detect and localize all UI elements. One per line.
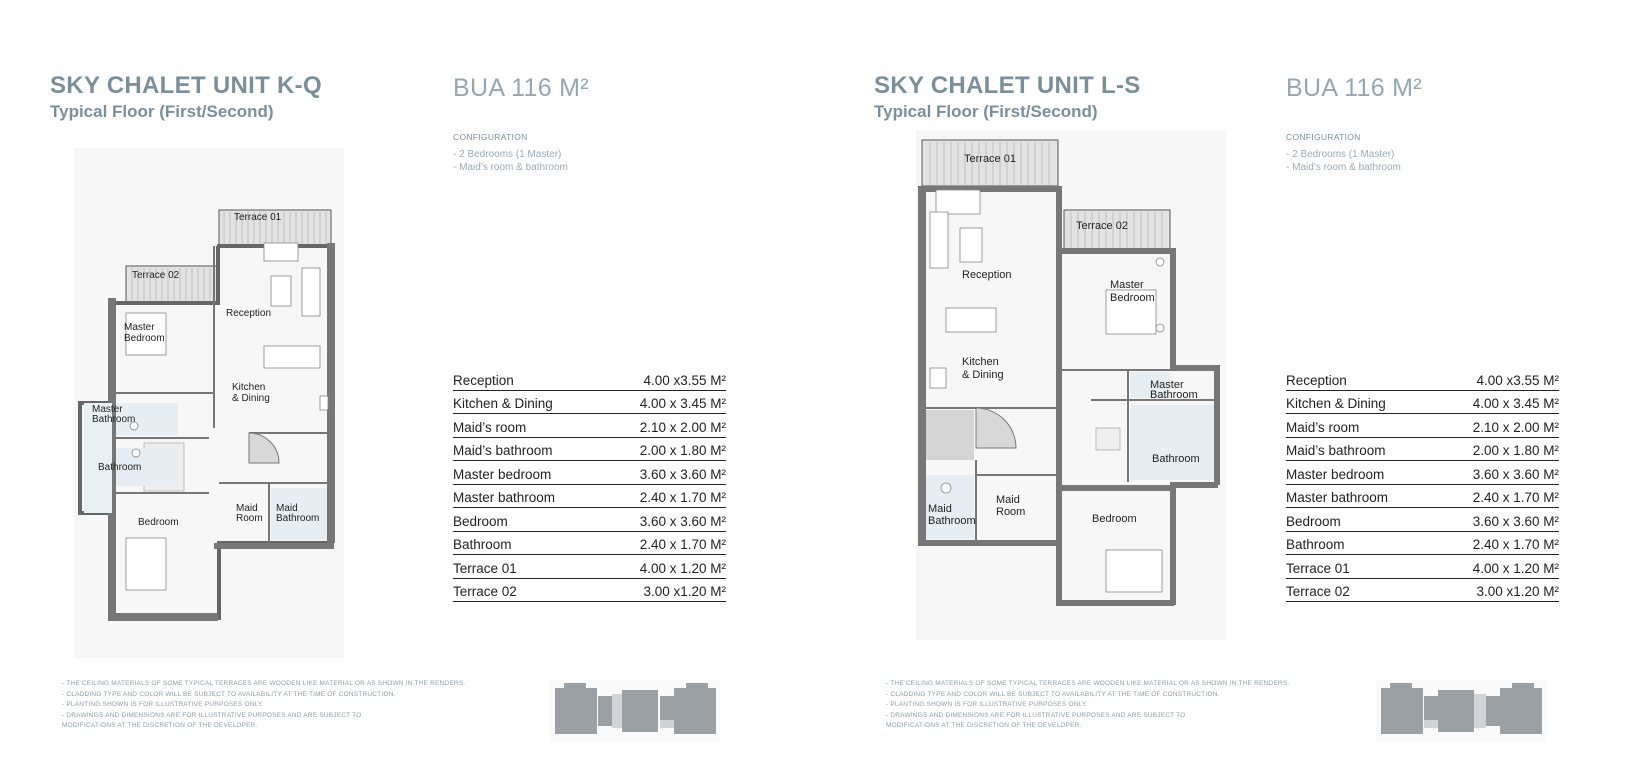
unit-title: SKY CHALET UNIT K-Q [50,72,322,99]
room-dimension: 4.00 x3.55 M² [1476,372,1559,388]
table-row [1286,532,1559,556]
table-row [453,555,726,579]
disclaimer-line: MODIFICATIONS AT THE DISCRETION OF THE DEVELOPER. [886,722,1082,729]
room-dimension: 2.00 x 1.80 M² [639,443,726,458]
room-name: Reception [1286,372,1347,388]
unit-subtitle: Typical Floor (First/Second) [874,102,1098,121]
configuration-item: - 2 Bedrooms (1 Master) [453,149,562,160]
label-bedroom: Bedroom [138,517,179,528]
room-dimension: 2.10 x 2.00 M² [1472,419,1559,435]
disclaimer-line: - THE CEILING MATERIALS OF SOME TYPICAL TERRACES ARE WOODEN LIKE MATERIAL OR AS SHOWN IN THE RENDERS. [62,680,466,687]
room-dimension: 4.00 x 1.20 M² [639,560,726,576]
room-name: Master bedroom [453,466,552,482]
table-row [1286,414,1559,438]
configuration-heading: CONFIGURATION [453,132,528,142]
label-terrace-02: Terrace 02 [1076,220,1128,232]
label-reception: Reception [226,308,272,319]
unit-subtitle: Typical Floor (First/Second) [50,102,274,121]
label-maid-room: Maid [236,503,258,514]
table-row [453,579,726,603]
label-kitchen-2: & Dining [232,393,270,404]
table-row [453,391,726,415]
configuration-heading: CONFIGURATION [1286,132,1361,142]
key-plan-thumbnail [1376,680,1546,742]
room-dimension: 4.00 x 3.45 M² [639,396,726,411]
table-row [1286,555,1559,579]
disclaimer-line: - CLADDING TYPE AND COLOR WILL BE SUBJECT TO AVAILABILITY AT THE TIME OF CONSTRUCTION. [886,690,1220,698]
room-dimension: 3.00 x1.20 M² [1476,584,1559,599]
room-dimension: 2.40 x 1.70 M² [1472,537,1559,552]
label-maid-bath: Maid [928,503,952,515]
label-reception: Reception [962,269,1012,281]
room-dimension: 2.40 x 1.70 M² [1472,490,1559,505]
label-master-bedroom-2: Bedroom [124,333,165,344]
table-row [453,508,726,532]
room-dimension: 3.60 x 3.60 M² [1472,513,1559,529]
room-name: Terrace 01 [1286,560,1350,576]
disclaimer-line: MODIFICATIONS AT THE DISCRETION OF THE DEVELOPER. [62,722,258,729]
label-master-bath-2: Bathroom [92,414,136,425]
label-maid-bath: Maid [276,503,298,514]
configuration-item: - 2 Bedrooms (1 Master) [1286,149,1395,160]
key-plan-thumbnail [550,680,720,742]
table-row [453,485,726,509]
room-name: Kitchen & Dining [453,396,553,411]
bua-area: BUA 116 M² [1286,74,1422,102]
table-row [1286,579,1559,603]
label-master-bath: Master [1150,379,1184,391]
table-row [1286,367,1559,391]
table-row [1286,391,1559,415]
room-dimensions-table [453,367,726,602]
unit-title: SKY CHALET UNIT L-S [874,72,1141,99]
room-name: Maid’s bathroom [1286,443,1386,458]
disclaimer-notes [62,679,522,732]
bua-area: BUA 116 M² [453,74,589,102]
label-master-bedroom: Master [1110,279,1144,291]
room-name: Maid’s bathroom [453,443,553,458]
configuration-item: - Maid’s room & bathroom [1286,161,1401,173]
label-master-bedroom: Master [124,322,155,333]
room-dimension: 3.60 x 3.60 M² [1472,466,1559,482]
floor-plan-kq [74,148,344,658]
label-bathroom: Bathroom [98,462,142,473]
room-name: Kitchen & Dining [1286,396,1386,411]
room-name: Terrace 02 [453,584,517,599]
disclaimer-line: - PLANTING SHOWN IS FOR ILLUSTRATIVE PURPOSES ONLY. [886,701,1088,708]
room-name: Reception [453,372,514,388]
room-name: Terrace 02 [1286,584,1350,599]
room-name: Bathroom [1286,537,1345,552]
configuration-list [453,149,568,174]
label-maid-bath-2: Bathroom [276,513,320,524]
disclaimer-line: - PLANTING SHOWN IS FOR ILLUSTRATIVE PURPOSES ONLY. [62,701,264,708]
room-name: Bedroom [453,513,508,529]
label-kitchen: Kitchen [962,356,999,368]
label-terrace-02: Terrace 02 [132,270,180,281]
room-dimension: 2.00 x 1.80 M² [1472,443,1559,458]
label-bedroom: Bedroom [1092,513,1137,525]
configuration-list [1286,149,1401,174]
table-row [1286,508,1559,532]
label-master-bath: Master [92,404,123,415]
disclaimer-line: - CLADDING TYPE AND COLOR WILL BE SUBJECT TO AVAILABILITY AT THE TIME OF CONSTRUCTION. [62,690,396,698]
room-dimension: 2.40 x 1.70 M² [639,490,726,505]
room-dimensions-table [1286,367,1559,602]
room-dimension: 4.00 x 3.45 M² [1472,396,1559,411]
label-terrace-01: Terrace 01 [964,153,1016,165]
label-maid-bath-2: Bathroom [928,515,976,527]
disclaimer-line: - THE CEILING MATERIALS OF SOME TYPICAL TERRACES ARE WOODEN LIKE MATERIAL OR AS SHOWN IN THE RENDERS. [886,680,1290,687]
room-dimension: 3.60 x 3.60 M² [639,513,726,529]
room-name: Master bathroom [453,490,556,505]
room-dimension: 4.00 x3.55 M² [643,372,726,388]
table-row [1286,485,1559,509]
table-row [453,438,726,462]
disclaimer-line: - DRAWINGS AND DIMENSIONS ARE FOR ILLUSTRATIVE PURPOSES AND ARE SUBJECT TO [62,711,362,719]
room-dimension: 4.00 x 1.20 M² [1472,560,1559,576]
room-name: Maid’s room [1286,419,1360,435]
room-dimension: 3.60 x 3.60 M² [639,466,726,482]
label-kitchen-2: & Dining [962,369,1004,381]
room-dimension: 3.00 x1.20 M² [643,584,726,599]
room-name: Master bathroom [1286,490,1389,505]
room-dimension: 2.40 x 1.70 M² [639,537,726,552]
label-maid-room: Maid [996,494,1020,506]
label-master-bedroom-2: Bedroom [1110,292,1155,304]
unit-panel-ls [824,0,1631,772]
room-name: Maid’s room [453,419,527,435]
table-row [1286,461,1559,485]
disclaimer-notes [886,679,1346,732]
configuration-item: - Maid’s room & bathroom [453,161,568,173]
floor-plan-ls [916,130,1226,640]
table-row [1286,438,1559,462]
label-maid-room-2: Room [996,506,1026,518]
room-name: Bedroom [1286,513,1341,529]
disclaimer-line: - DRAWINGS AND DIMENSIONS ARE FOR ILLUSTRATIVE PURPOSES AND ARE SUBJECT TO [886,711,1186,719]
table-row [453,461,726,485]
label-master-bath-2: Bathroom [1150,389,1198,401]
room-name: Bathroom [453,537,512,552]
room-dimension: 2.10 x 2.00 M² [639,419,726,435]
table-row [453,532,726,556]
label-terrace-01: Terrace 01 [234,212,282,223]
room-name: Terrace 01 [453,560,517,576]
table-row [453,367,726,391]
label-kitchen: Kitchen [232,382,266,393]
label-bathroom: Bathroom [1152,453,1200,465]
unit-panel-kq [0,0,815,772]
label-maid-room-2: Room [236,513,263,524]
room-name: Master bedroom [1286,466,1385,482]
table-row [453,414,726,438]
